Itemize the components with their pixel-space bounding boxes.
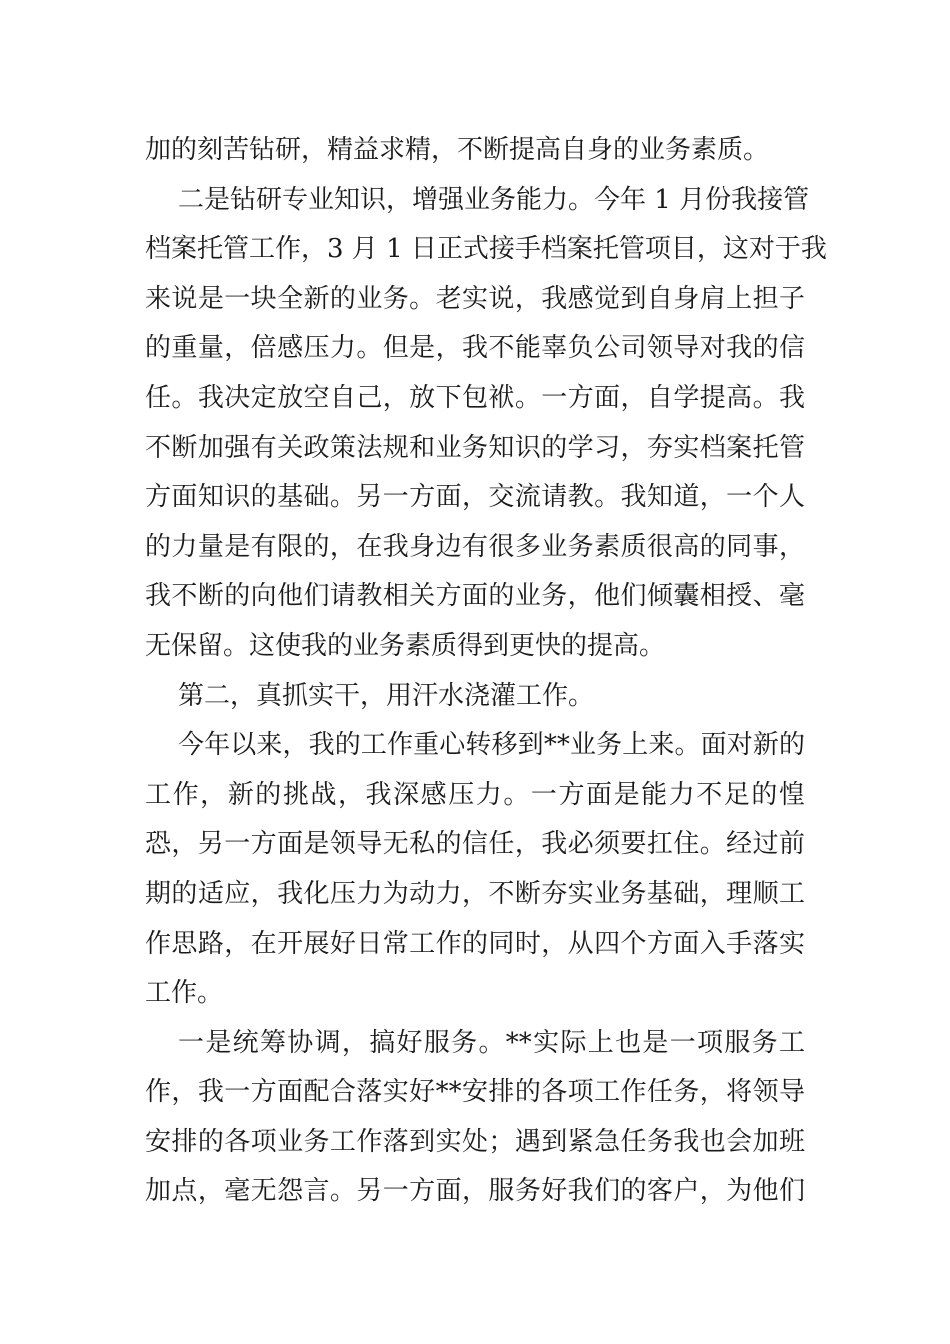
text-line: 恐，另一方面是领导无私的信任，我必须要扛住。经过前 <box>145 829 805 860</box>
text-line: 任。我决定放空自己，放下包袱。一方面，自学提高。我 <box>145 382 805 413</box>
body-text <box>145 126 827 1217</box>
text-line: 工作。 <box>145 978 224 1009</box>
text-line: 我不断的向他们请教相关方面的业务，他们倾囊相授、毫 <box>145 581 805 612</box>
text-line: 档案托管工作，3 月 1 日正式接手档案托管项目，这对于我 <box>145 234 827 265</box>
text-line: 作，我一方面配合落实好**安排的各项工作任务，将领导 <box>145 1077 805 1108</box>
text-line: 的力量是有限的，在我身边有很多业务素质很高的同事， <box>145 531 805 562</box>
text-line: 第二，真抓实干，用汗水浇灌工作。 <box>178 680 595 711</box>
text-line: 来说是一块全新的业务。老实说，我感觉到自身肩上担子 <box>145 283 805 314</box>
text-line: 的重量，倍感压力。但是，我不能辜负公司领导对我的信 <box>145 333 805 364</box>
text-line: 一是统筹协调，搞好服务。**实际上也是一项服务工 <box>178 1027 805 1058</box>
text-line: 不断加强有关政策法规和业务知识的学习，夯实档案托管 <box>145 432 805 463</box>
text-line: 加点，毫无怨言。另一方面，服务好我们的客户，为他们 <box>145 1176 805 1207</box>
text-line: 工作，新的挑战，我深感压力。一方面是能力不足的惶 <box>145 779 805 810</box>
text-line: 今年以来，我的工作重心转移到**业务上来。面对新的 <box>178 730 805 761</box>
text-line: 方面知识的基础。另一方面，交流请教。我知道，一个人 <box>145 482 805 513</box>
text-line: 安排的各项业务工作落到实处；遇到紧急任务我也会加班 <box>145 1126 805 1157</box>
text-line: 无保留。这使我的业务素质得到更快的提高。 <box>145 630 666 661</box>
text-line: 作思路，在开展好日常工作的同时，从四个方面入手落实 <box>145 928 805 959</box>
text-line: 期的适应，我化压力为动力，不断夯实业务基础，理顺工 <box>145 878 805 909</box>
text-line: 加的刻苦钻研，精益求精，不断提高自身的业务素质。 <box>145 135 770 165</box>
text-line: 二是钻研专业知识，增强业务能力。今年 1 月份我接管 <box>178 184 810 215</box>
